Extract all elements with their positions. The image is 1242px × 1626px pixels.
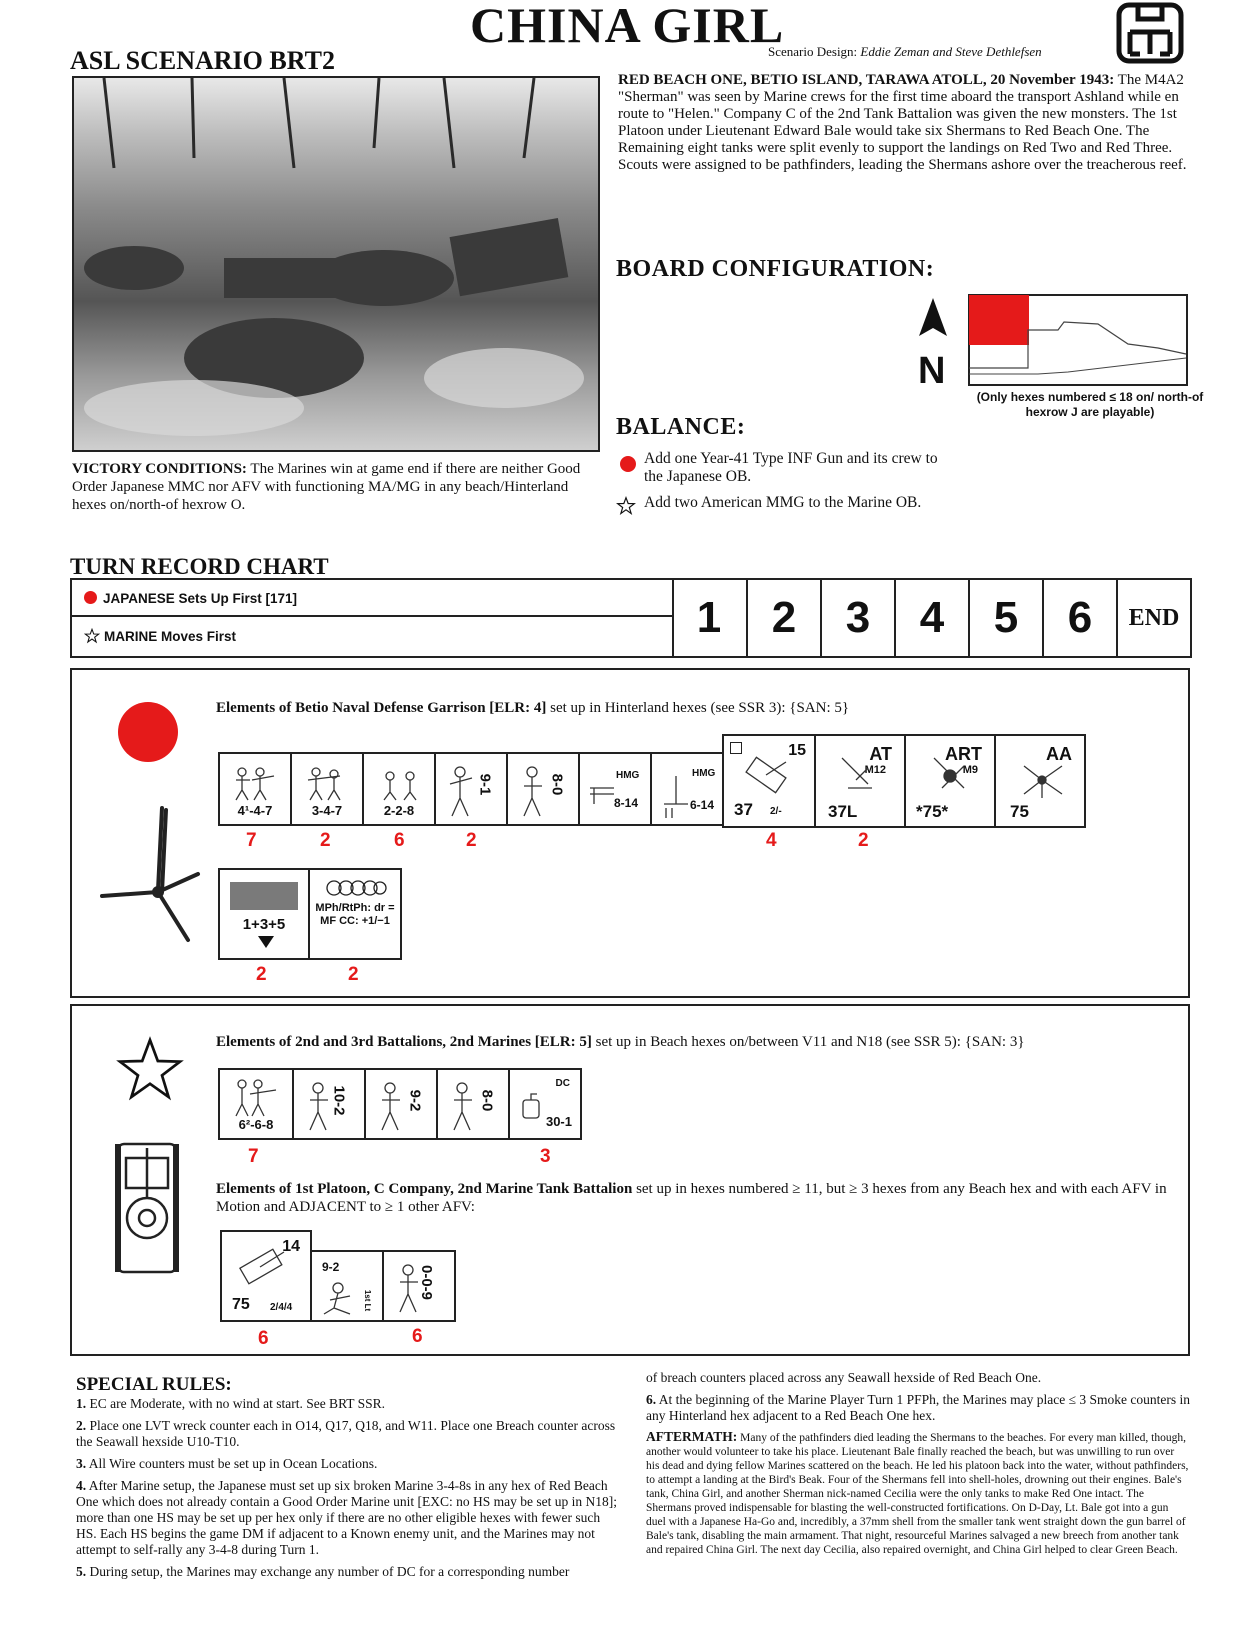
counter-crew: 0-0-9 <box>382 1250 456 1322</box>
rule-3: 3. All Wire counters must be set up in Ocean Locations. <box>76 1456 378 1471</box>
counter-squad-447: 4¹-4-7 <box>218 752 292 826</box>
counter-leader-102: 10-2 <box>292 1068 366 1140</box>
leader-figure-icon <box>376 1080 406 1132</box>
scenario-title: CHINA GIRL <box>470 0 785 53</box>
leader-figure-icon <box>448 1080 478 1132</box>
turn-4: 4 <box>896 580 970 656</box>
mg-icon <box>660 774 690 818</box>
turn-5: 5 <box>970 580 1044 656</box>
japanese-group-text: set up in Hinterland hexes (see SSR 3): {SAN: 5} <box>550 700 850 716</box>
rule-6: 6. At the beginning of the Marine Player Turn 1 PFPh, the Marines may place ≤ 3 Smoke counters in any Hinterland hex adjacent to a Red Beach One hex. <box>646 1392 1190 1423</box>
star-icon <box>84 628 100 644</box>
balance-heading: BALANCE: <box>616 414 746 440</box>
victory-label: VICTORY CONDITIONS: <box>72 461 247 477</box>
japanese-dot-icon <box>620 456 636 472</box>
scenario-id: ASL SCENARIO BRT2 <box>70 46 335 75</box>
barbed-wire-icon <box>324 878 388 898</box>
counter-leader-91: 9-1 <box>434 752 508 826</box>
sherman-tank-icon <box>114 1138 180 1278</box>
marine-ob-line <box>216 1034 1025 1051</box>
tank-group-name: Elements of 1st Platoon, C Company, 2nd Marine Tank Battalion <box>216 1181 633 1197</box>
turn-record-chart <box>70 578 1192 658</box>
turn-end: END <box>1128 605 1180 631</box>
soldier-group-icon <box>300 762 356 802</box>
turn-6: 6 <box>1044 580 1118 656</box>
counter-art-gun: ART M9 *75* <box>904 734 996 828</box>
qty-hs-228: 6 <box>394 830 405 851</box>
qty-squad-447: 7 <box>246 830 257 851</box>
rule-2: 2. Place one LVT wreck counter each in O14, Q17, Q18, and W11. Place one Breach counter across the Seawall hexside U10-T10. <box>76 1418 616 1449</box>
checkbox-icon <box>730 742 742 754</box>
rule-5: 5. During setup, the Marines may exchange any number of DC for a corresponding number <box>76 1564 570 1579</box>
marine-moves-row: MARINE Moves First <box>72 618 672 655</box>
rule-4: 4. After Marine setup, the Japanese must set up six broken Marine 3-4-8s in any hex of Red Beach One which does not already contain a Good Order Marine unit [EXC: no HS may be set up in N18]; more than one HS may be set up per hex only if there are no other eligible hexes with fewer such HS. Each HS begins the game DM if adjacent to a Known enemy unit, and the Marines may not attempt to self-rally any 3-4-8 during Turn 1. <box>76 1478 618 1557</box>
historical-photo <box>72 76 600 452</box>
arrow-down-icon <box>258 936 274 948</box>
tank-group-text: set up in hexes numbered ≥ 11, but ≥ 3 hexes from any Beach hex and with each AFV in Motion and ADJACENT to ≥ 1 other AFV: <box>216 1181 1167 1215</box>
japanese-dot-icon <box>84 591 97 604</box>
history-heading: RED BEACH ONE, BETIO ISLAND, TARAWA ATOLL, 20 November 1943: <box>618 72 1115 88</box>
counter-sherman: 14 75 2/4/4 <box>220 1230 312 1322</box>
qty-leader-91: 2 <box>466 830 477 851</box>
soldier-group-icon <box>228 1076 284 1118</box>
counter-hmg-2: HMG 6-14 <box>650 752 724 826</box>
marine-group-text: set up in Beach hexes on/between V11 and N18 (see SSR 5): {SAN: 3} <box>595 1034 1025 1050</box>
publisher-logo-icon <box>1116 2 1184 64</box>
aftermath: AFTERMATH: Many of the pathfinders died leading the Shermans to the beaches. For every man killed, though, another would volunteer to take his place. Lieutenant Bale finally reached the beach, but was unwilling to run over his dead and dying fellow Marines scattered on the beach. He led his platoon back into the water, without pathfinders, to attempt a landing at the Bird's Beak. Four of the Shermans fell into shell-holes, drowning out their engines. Bale's tank, China Girl, and another Sherman nick-named Cecilia were the only tanks to make Red One intact. The Shermans proved indispensable for blasting the well-constructed fortifications. On D-Day, Lt. Bale got into a gun duel with a Japanese Ha-Go and, incredibly, a 37mm shell from the smaller tank went straight down the gun barrel of Bale's tank, disabling the main armament. That night, resourceful Marines salvaged a new breech from another tank and repaired China Girl. The next day Cecilia, also repaired overnight, and China Girl helped to clear Green Beach. <box>646 1429 1189 1556</box>
dc-icon <box>520 1092 542 1120</box>
aa-gun-icon <box>1018 760 1068 800</box>
history-text: The M4A2 "Sherman" was seen by Marine crews for the first time aboard the transport Ashland while en route to "Helen." Company C of the 2nd Tank Battalion was given the new monsters. The 1st Platoon under Lieutenant Edward Bale would take six Shermans to Red Beach One. The Remaining eight tanks were split evenly to support the landings on Red Two and Red Three. Scouts were assigned to be pathfinders, leading the Shermans ashore over the treacherous reef. <box>618 72 1187 173</box>
american-star-icon <box>112 1034 188 1106</box>
counter-demo-charge: DC 30-1 <box>508 1068 582 1140</box>
counter-hs-228: 2-2-8 <box>362 752 436 826</box>
north-label: N <box>918 350 946 392</box>
qty-squad-347: 2 <box>320 830 331 851</box>
pillbox-icon <box>230 882 298 910</box>
victory-conditions <box>72 460 602 514</box>
soldier-group-icon <box>372 762 428 802</box>
turn-3: 3 <box>822 580 896 656</box>
qty-tank: 4 <box>766 830 777 851</box>
counter-hmg-1: HMG 8-14 <box>578 752 652 826</box>
special-rules-left <box>76 1396 620 1586</box>
soldier-group-icon <box>228 762 284 802</box>
counter-armor-leader: 9-2 1st Lt <box>310 1250 384 1322</box>
leader-figure-icon <box>446 764 476 818</box>
leader-figure-icon <box>518 764 548 818</box>
board-configuration-heading: BOARD CONFIGURATION: <box>616 256 935 282</box>
counter-squad-668: 6²-6-8 <box>218 1068 294 1140</box>
special-rules-right <box>646 1370 1190 1563</box>
rule-5-continued: of breach counters placed across any Seawall hexside of Red Beach One. <box>646 1370 1042 1385</box>
gun-icon <box>838 754 878 794</box>
qty-sherman: 6 <box>258 1328 269 1349</box>
special-rules-heading: SPECIAL RULES: <box>76 1374 232 1395</box>
machine-gun-tripod-icon <box>96 800 206 950</box>
rule-1: 1. EC are Moderate, with no wind at start. See BRT SSR. <box>76 1396 386 1411</box>
counter-leader-80-marine: 8-0 <box>436 1068 510 1140</box>
counter-squad-347: 3-4-7 <box>290 752 364 826</box>
tank-ob-line <box>216 1180 1176 1216</box>
historical-intro <box>618 72 1188 174</box>
qty-squad-668: 7 <box>248 1146 259 1167</box>
counter-wire: MPh/RtPh: dr = MF CC: +1/−1 <box>308 868 402 960</box>
tank-icon <box>742 754 792 794</box>
qty-crew: 6 <box>412 1326 423 1347</box>
leader-figure-icon <box>304 1080 334 1132</box>
turn-2: 2 <box>748 580 822 656</box>
counter-leader-80: 8-0 <box>506 752 580 826</box>
japanese-setup-row: JAPANESE Sets Up First [171] <box>72 580 672 617</box>
gun-icon <box>930 754 970 798</box>
board-map <box>968 294 1188 386</box>
japanese-ob-line <box>216 700 849 717</box>
balance-american: Add two American MMG to the Marine OB. <box>644 494 922 511</box>
counter-leader-92: 9-2 <box>364 1068 438 1140</box>
playable-area <box>969 295 1029 345</box>
qty-wire: 2 <box>348 964 359 985</box>
qty-pillbox: 2 <box>256 964 267 985</box>
marine-group-name: Elements of 2nd and 3rd Battalions, 2nd Marines [ELR: 5] <box>216 1034 592 1050</box>
qty-at-gun: 2 <box>858 830 869 851</box>
counter-aa-gun: AA 75 <box>994 734 1086 828</box>
board-note: (Only hexes numbered ≤ 18 on/ north-of hexrow J are playable) <box>976 390 1204 419</box>
counter-tank-ha-go: 15 37 2/- <box>722 734 816 828</box>
tank-icon <box>236 1246 288 1286</box>
turn-1: 1 <box>672 580 748 656</box>
japanese-flag-icon <box>118 702 178 762</box>
victory-text: The Marines win at game end if there are neither Good Order Japanese MMC nor AFV with functioning MA/MG in any beach/Hinterland hexes on/north-of hexrow O. <box>72 461 581 513</box>
counter-pillbox: 1+3+5 <box>218 868 310 960</box>
japanese-group-name: Elements of Betio Naval Defense Garrison [ELR: 4] <box>216 700 547 716</box>
qty-demo-charge: 3 <box>540 1146 551 1167</box>
counter-at-gun: AT M12 37L <box>814 734 906 828</box>
scenario-design-credit: Scenario Design: Eddie Zeman and Steve Dethlefsen <box>768 44 1042 59</box>
leader-figure-icon <box>320 1278 364 1318</box>
turn-record-heading: TURN RECORD CHART <box>70 554 329 579</box>
balance-japanese: Add one Year-41 Type INF Gun and its crew to the Japanese OB. <box>644 450 938 485</box>
star-icon <box>616 496 636 516</box>
